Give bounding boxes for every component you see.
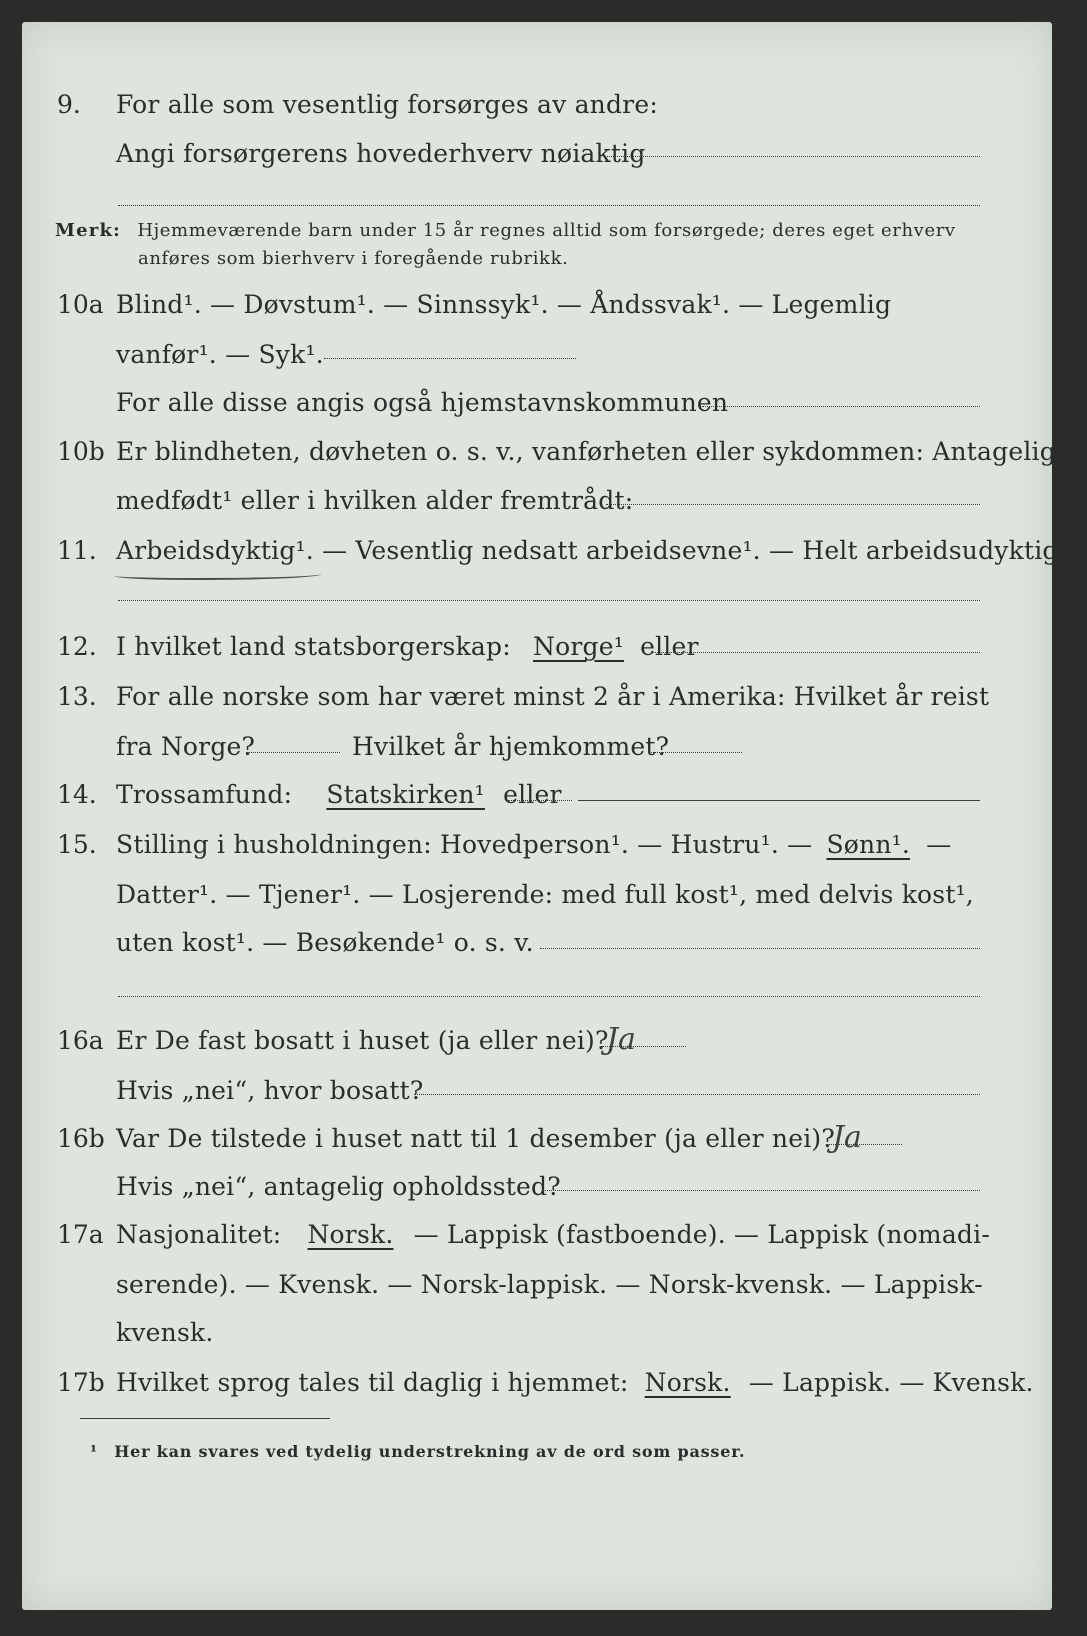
question-14-text	[116, 780, 562, 809]
note-line-1: Hjemmeværende barn under 15 år regnes alltid som forsørgede; deres eget erhverv	[137, 220, 956, 241]
question-11-answer-line[interactable]	[118, 600, 980, 601]
question-16b-location-line[interactable]	[542, 1190, 980, 1191]
question-17b-number: 17b	[57, 1368, 105, 1397]
footnote-rule	[80, 1418, 330, 1419]
question-16a-answer-line[interactable]	[602, 1046, 686, 1047]
question-17b-prefix: Hvilket sprog tales til daglig i hjemmet:	[116, 1368, 629, 1397]
question-11-handwritten-underline	[114, 570, 322, 580]
question-10b-answer-line[interactable]	[606, 504, 980, 505]
question-16a-residence-line[interactable]	[414, 1094, 980, 1095]
question-10b-number: 10b	[57, 437, 105, 466]
question-10a-number: 10a	[57, 290, 104, 319]
question-15-text	[116, 830, 951, 859]
question-10b-text-2: medfødt¹ eller i hvilken alder fremtrådt:	[116, 486, 634, 515]
question-16a-residence-label: Hvis „nei“, hvor bosatt?	[116, 1076, 424, 1105]
question-9-answer-line[interactable]	[604, 156, 980, 157]
question-17a-options-2: serende). — Kvensk. — Norsk-lappisk. — Norsk-kvensk. — Lappisk-	[116, 1270, 983, 1299]
question-16a-handwritten-answer: Ja	[606, 1022, 636, 1057]
question-13-return-label: Hvilket år hjemkommet?	[352, 732, 670, 761]
question-17b-selected-option: Norsk.	[644, 1368, 731, 1397]
question-17a-suffix: — Lappisk (fastboende). — Lappisk (nomadi-	[413, 1220, 990, 1249]
question-14-suffix: eller	[503, 780, 562, 809]
question-15-prefix: Stilling i husholdningen: Hovedperson¹. — Hustru¹. —	[116, 830, 813, 859]
question-16a-text: Er De fast bosatt i huset (ja eller nei)?	[116, 1026, 609, 1055]
question-9-answer-line-2[interactable]	[118, 205, 980, 206]
question-13-return-year-line[interactable]	[648, 752, 742, 753]
question-15-number: 15.	[57, 830, 97, 859]
question-13-departure-label: fra Norge?	[116, 732, 256, 761]
question-16b-number: 16b	[57, 1124, 105, 1153]
question-15-answer-line[interactable]	[540, 948, 980, 949]
question-16a-number: 16a	[57, 1026, 104, 1055]
note-block	[55, 220, 956, 241]
footnote-mark: ¹	[90, 1442, 98, 1461]
question-17a-prefix: Nasjonalitet:	[116, 1220, 282, 1249]
question-10a-home-municipality-line[interactable]	[702, 406, 980, 407]
question-14-number: 14.	[57, 780, 97, 809]
footnote-text: Her kan svares ved tydelig understrekning av de ord som passer.	[114, 1442, 746, 1461]
note-label: Merk:	[55, 220, 121, 241]
question-14-answer-line-2[interactable]	[578, 800, 980, 801]
question-10a-options: Blind¹. — Døvstum¹. — Sinnssyk¹. — Åndssvak¹. — Legemlig	[116, 290, 892, 319]
question-10b-text: Er blindheten, døvheten o. s. v., vanførheten eller sykdommen: Antagelig	[116, 437, 1056, 466]
question-17a-number: 17a	[57, 1220, 104, 1249]
census-form-page	[22, 22, 1077, 1610]
question-16b-location-label: Hvis „nei“, antagelig opholdssted?	[116, 1172, 561, 1201]
question-13-number: 13.	[57, 682, 97, 711]
question-14-selected-option: Statskirken¹	[326, 780, 485, 809]
question-17a-selected-option: Norsk.	[307, 1220, 394, 1249]
note-line-2: anføres som bierhverv i foregående rubrikk.	[138, 248, 569, 269]
question-15-selected-option: Sønn¹.	[826, 830, 911, 859]
question-15-answer-line-2[interactable]	[118, 996, 980, 997]
question-16b-handwritten-answer: Ja	[832, 1120, 862, 1155]
question-11-options: Arbeidsdyktig¹. — Vesentlig nedsatt arbeidsevne¹. — Helt arbeidsudyktig¹.	[116, 536, 1077, 565]
question-15-suffix: —	[926, 830, 952, 859]
question-15-options-3: uten kost¹. — Besøkende¹ o. s. v.	[116, 928, 534, 957]
question-10a-home-municipality-label: For alle disse angis også hjemstavnskommunen	[116, 388, 729, 417]
question-14-answer-line[interactable]	[508, 800, 572, 801]
question-12-prefix: I hvilket land statsborgerskap:	[116, 632, 511, 661]
question-9-text: For alle som vesentlig forsørges av andre:	[116, 90, 658, 119]
question-11-number: 11.	[57, 536, 97, 565]
question-15-options-2: Datter¹. — Tjener¹. — Losjerende: med full kost¹, med delvis kost¹,	[116, 880, 974, 909]
question-12-answer-line[interactable]	[652, 652, 980, 653]
question-17b-text	[116, 1368, 1034, 1397]
question-17a-text	[116, 1220, 990, 1249]
question-12-suffix: eller	[640, 632, 699, 661]
question-9-number: 9.	[57, 90, 81, 119]
question-9-occupation-label: Angi forsørgerens hovederhverv nøiaktig	[116, 139, 646, 168]
question-12-text	[116, 632, 699, 661]
question-16b-text: Var De tilstede i huset natt til 1 desember (ja eller nei)?	[116, 1124, 835, 1153]
question-10a-answer-line[interactable]	[324, 358, 576, 359]
question-17a-options-3: kvensk.	[116, 1318, 214, 1347]
question-12-number: 12.	[57, 632, 97, 661]
question-17b-suffix: — Lappisk. — Kvensk.	[748, 1368, 1034, 1397]
question-16b-answer-line[interactable]	[826, 1144, 902, 1145]
footnote	[90, 1442, 745, 1461]
question-10a-options-2: vanfør¹. — Syk¹.	[116, 340, 324, 369]
question-13-departure-year-line[interactable]	[246, 752, 340, 753]
question-13-text: For alle norske som har været minst 2 år i Amerika: Hvilket år reist	[116, 682, 990, 711]
question-14-prefix: Trossamfund:	[116, 780, 293, 809]
question-12-selected-option: Norge¹	[533, 632, 624, 661]
